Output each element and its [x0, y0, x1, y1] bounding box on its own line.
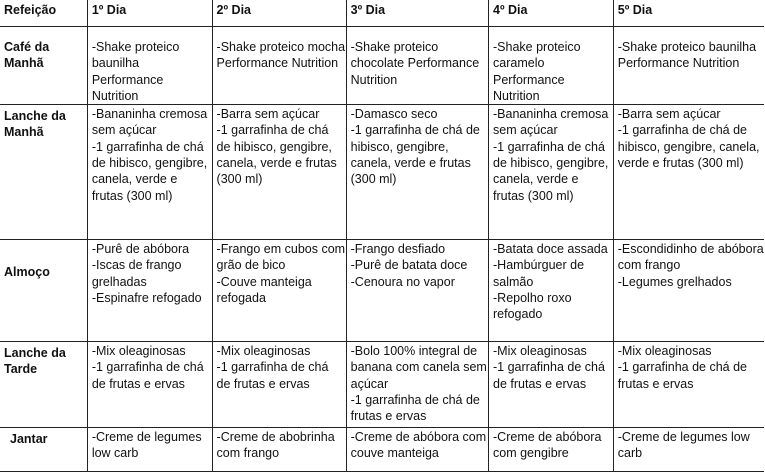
meal-label: Lanche da Manhã [0, 105, 87, 240]
meal-item: -Hambúrguer de salmão [493, 258, 585, 289]
meal-cell [613, 105, 764, 240]
meal-item: -Frango desfiado [350, 242, 446, 257]
meal-item: -Creme de abóbora com gengibre [493, 430, 602, 461]
meal-cell [87, 342, 212, 428]
meal-item: -Creme de abobrinha com frango [216, 430, 335, 461]
meal-item: -Mix oleaginosas [493, 344, 587, 359]
meal-cell [489, 342, 614, 428]
meal-item: -Bananinha cremosa sem açúcar [493, 107, 609, 138]
meal-cell [489, 105, 614, 240]
meal-item: -Mix oleaginosas [617, 344, 712, 359]
meal-item: -Repolho roxo refogado [493, 291, 572, 322]
meal-item: -Legumes grelhados [617, 274, 732, 289]
meal-item: -Purê de batata doce [350, 258, 468, 273]
row-jantar [0, 428, 764, 472]
meal-label: Jantar [0, 428, 87, 472]
meal-item: -Shake proteico mocha Performance Nutrition [216, 40, 346, 71]
meal-cell [212, 240, 346, 342]
meal-item: -Purê de abóbora [91, 242, 190, 257]
meal-item: -Bananinha cremosa sem açúcar [91, 107, 208, 138]
meal-cell [489, 27, 614, 105]
meal-cell [87, 428, 212, 472]
meal-cell [87, 105, 212, 240]
header-day-4: 4º Dia [489, 0, 614, 27]
meal-item: -1 garrafinha de chá de frutas e ervas [617, 360, 748, 391]
meal-cell [489, 428, 614, 472]
meal-item: -Batata doce assada [493, 242, 608, 257]
row-almoco [0, 240, 764, 342]
row-cafe-da-manha [0, 27, 764, 105]
meal-item: -Espinafre refogado [91, 291, 202, 306]
meal-cell [212, 428, 346, 472]
header-refeicao: Refeição [0, 0, 87, 27]
meal-item: -Shake proteico chocolate Performance Nutrition [350, 40, 480, 87]
meal-cell [346, 105, 488, 240]
meal-item: -Barra sem açúcar [617, 107, 721, 122]
meal-item: -Bolo 100% integral de banana com canela sem açúcar [350, 344, 487, 391]
meal-cell [346, 428, 488, 472]
row-lanche-da-manha [0, 105, 764, 240]
meal-item: -Creme de legumes low carb [617, 430, 750, 461]
meal-cell [346, 27, 488, 105]
meal-cell [613, 428, 764, 472]
meal-cell [212, 27, 346, 105]
meal-cell [613, 342, 764, 428]
meal-item: -Barra sem açúcar [216, 107, 320, 122]
meal-label: Lanche da Tarde [0, 342, 87, 428]
meal-cell [346, 342, 488, 428]
meal-item: -Frango em cubos com grão de bico [216, 242, 346, 273]
meal-cell [212, 342, 346, 428]
meal-cell [87, 27, 212, 105]
meal-item: -1 garrafinha de chá de frutas e ervas [91, 360, 204, 391]
header-day-1: 1º Dia [87, 0, 212, 27]
header-day-5: 5º Dia [613, 0, 764, 27]
meal-cell [613, 240, 764, 342]
meal-item: -Shake proteico caramelo Performance Nutrition [493, 40, 581, 103]
header-day-2: 2º Dia [212, 0, 346, 27]
header-row [0, 0, 764, 27]
meal-item: -1 garrafinha de chá de hibisco, gengibre, canela, verde e frutas (300 ml) [493, 139, 609, 203]
meal-cell [212, 105, 346, 240]
meal-item: -Escondidinho de abóbora com frango [617, 242, 764, 273]
meal-item: -Creme de abóbora com couve manteiga [350, 430, 487, 461]
meal-item: -1 garrafinha de chá de hibisco, gengibre, canela, verde e frutas (300 ml) [617, 123, 760, 171]
meal-item: -Shake proteico baunilha Performance Nutrition [617, 40, 757, 71]
meal-item: -Shake proteico baunilha Performance Nutrition [91, 40, 180, 103]
meal-item: -Cenoura no vapor [350, 274, 455, 289]
meal-item: -1 garrafinha de chá de hibisco, gengibre, canela, verde e frutas (300 ml) [350, 123, 480, 187]
meal-label: Café da Manhã [0, 27, 87, 105]
meal-item: -1 garrafinha de chá de frutas e ervas [350, 393, 480, 424]
meal-item: -1 garrafinha de chá de frutas e ervas [216, 360, 329, 391]
meal-cell [346, 240, 488, 342]
meal-item: -Couve manteiga refogada [216, 274, 312, 306]
meal-cell [87, 240, 212, 342]
meal-item: -1 garrafinha de chá de hibisco, gengibre, canela, verde e frutas (300 ml) [216, 123, 337, 187]
meal-item: -Mix oleaginosas [91, 344, 186, 359]
meal-item: -Mix oleaginosas [216, 344, 311, 359]
meal-cell [613, 27, 764, 105]
meal-item: -Damasco seco [350, 107, 438, 122]
meal-item: -Iscas de frango grelhadas [91, 258, 182, 289]
meal-item: -Creme de legumes low carb [91, 430, 202, 461]
row-lanche-da-tarde [0, 342, 764, 428]
meal-label: Almoço [0, 240, 87, 342]
header-day-3: 3º Dia [346, 0, 488, 27]
meal-item: -1 garrafinha de chá de hibisco, gengibre, canela, verde e frutas (300 ml) [91, 139, 208, 203]
meal-cell [489, 240, 614, 342]
meal-item: -1 garrafinha de chá de frutas e ervas [493, 360, 605, 391]
